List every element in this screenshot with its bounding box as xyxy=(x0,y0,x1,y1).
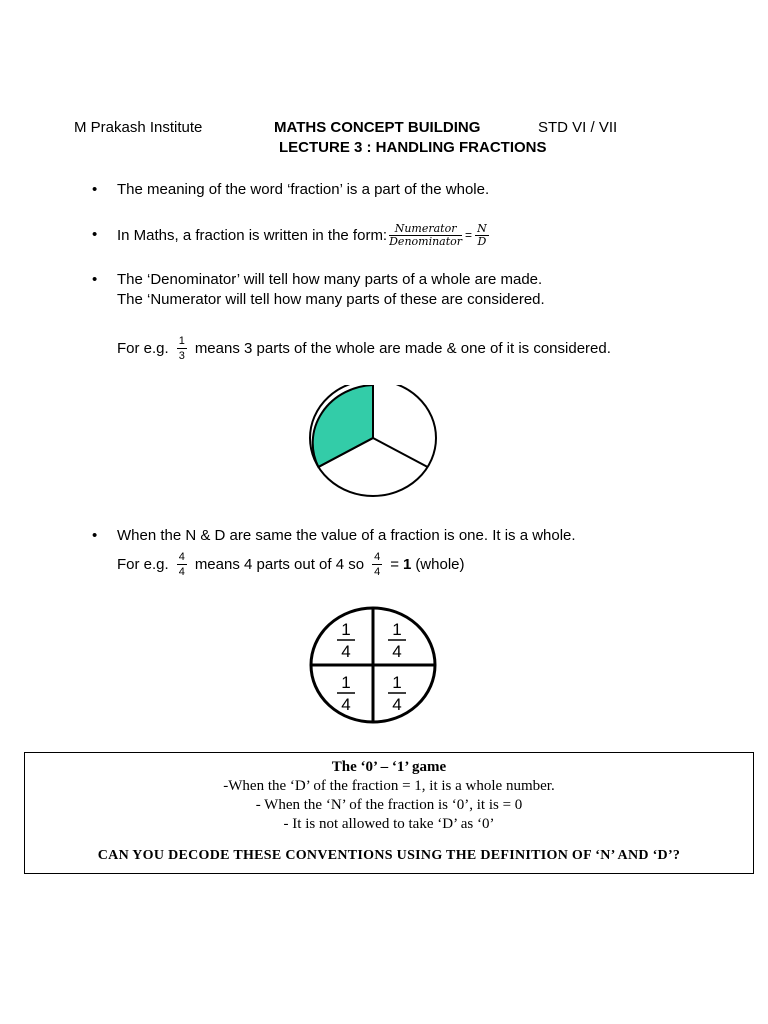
game-title: The ‘0’ – ‘1’ game xyxy=(331,759,447,775)
quarter-label-den: 4 xyxy=(341,695,351,714)
game-rule-2: - When the ‘N’ of the fraction is ‘0’, it is = 0 xyxy=(255,797,523,813)
fraction-four-fourths xyxy=(372,551,382,578)
fraction-n-over-d xyxy=(475,223,489,248)
example-2-prefix: For e.g. xyxy=(117,555,169,573)
example-2-row xyxy=(117,546,465,582)
equals-sign: = xyxy=(390,555,399,573)
game-question: CAN YOU DECODE THESE CONVENTIONS USING THE DEFINITION OF ‘N’ AND ‘D’? xyxy=(97,848,681,863)
example-2-mid: means 4 parts out of 4 so xyxy=(194,555,365,573)
n-letter: N xyxy=(477,221,487,235)
fraction-four-fourths xyxy=(177,551,187,578)
fraction-denominator: 3 xyxy=(178,349,185,362)
pie-thirds-diagram xyxy=(306,385,440,505)
example-2-tail: (whole) xyxy=(415,555,465,573)
standard-label: STD VI / VII xyxy=(538,119,618,136)
course-title: MATHS CONCEPT BUILDING xyxy=(274,119,481,136)
game-rule-3: - It is not allowed to take ‘D’ as ‘0’ xyxy=(283,816,495,832)
pie-divider xyxy=(373,438,428,467)
bullet-dot: • xyxy=(92,527,98,544)
quarter-label-den: 4 xyxy=(392,695,402,714)
denominator-word: Denominator xyxy=(389,234,463,248)
quarter-label-num: 1 xyxy=(392,673,402,692)
lecture-title: LECTURE 3 : HANDLING FRACTIONS xyxy=(279,139,547,156)
bullet-dot: • xyxy=(92,226,98,243)
quarter-label-den: 4 xyxy=(392,642,402,661)
bullet-3-line-2: The ‘Numerator will tell how many parts of these are considered. xyxy=(117,291,545,308)
quarter-label-den: 4 xyxy=(341,642,351,661)
fraction-numerator-denominator xyxy=(389,223,462,248)
equals-sign: = xyxy=(465,228,473,242)
fraction-numerator: 1 xyxy=(178,334,185,347)
fraction-denominator: 4 xyxy=(178,565,185,578)
fraction-one-third xyxy=(177,335,187,362)
example-1-text: means 3 parts of the whole are made & one of it is considered. xyxy=(194,339,611,357)
quarter-label-num: 1 xyxy=(392,620,402,639)
quarters-circle-diagram xyxy=(308,605,438,725)
bullet-1-text: The meaning of the word ‘fraction’ is a part of the whole. xyxy=(117,181,490,198)
example-1-prefix: For e.g. xyxy=(117,339,169,357)
bullet-dot: • xyxy=(92,271,98,288)
bullet-2-text: In Maths, a fraction is written in the form: xyxy=(117,226,388,244)
quarter-label-num: 1 xyxy=(341,620,351,639)
numerator-word: Numerator xyxy=(389,223,462,236)
fraction-numerator: 4 xyxy=(178,550,185,563)
bullet-3-line-1: The ‘Denominator’ will tell how many parts of a whole are made. xyxy=(117,271,543,288)
game-rule-1: -When the ‘D’ of the fraction = 1, it is a whole number. xyxy=(223,778,555,794)
value-one: 1 xyxy=(402,555,412,573)
fraction-denominator: 4 xyxy=(374,565,381,578)
d-letter: D xyxy=(477,234,487,248)
institute-name: M Prakash Institute xyxy=(74,119,203,136)
bullet-2-row xyxy=(117,218,491,252)
bullet-dot: • xyxy=(92,181,98,198)
bullet-4-text: When the N & D are same the value of a fraction is one. It is a whole. xyxy=(117,527,576,544)
example-1-row xyxy=(117,330,611,366)
fraction-numerator: 4 xyxy=(374,550,381,563)
quarter-label-num: 1 xyxy=(341,673,351,692)
zero-one-game-box xyxy=(24,752,754,874)
